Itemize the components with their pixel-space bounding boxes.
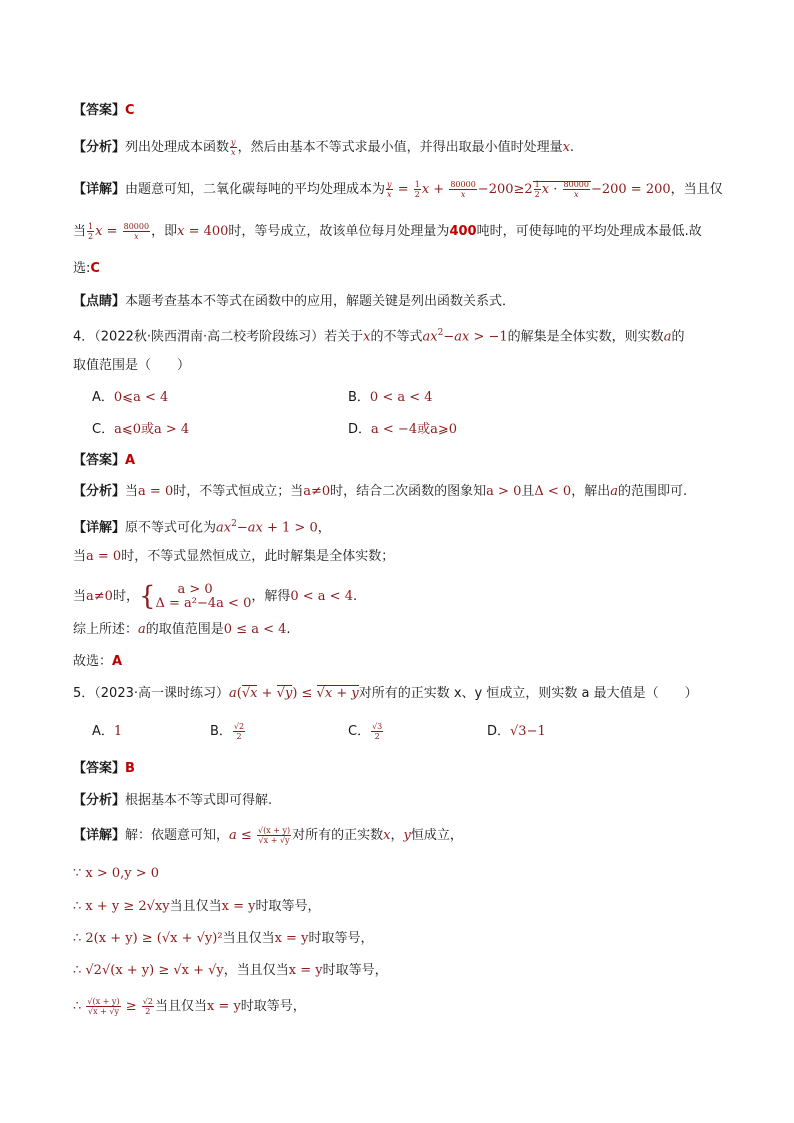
option-label: D．: [487, 724, 511, 739]
q4-detail-text: ，: [317, 520, 331, 536]
q4-stem-text-3: 的解集是全体实数，则实数: [507, 329, 664, 345]
detail-label: 【详解】: [73, 182, 126, 197]
q5-analysis: 根据基本不等式即可得解.: [125, 793, 273, 808]
q5-detail-var: x: [383, 828, 391, 843]
q5-answer: B: [125, 761, 135, 776]
q4-analysis-text: ，解出: [571, 484, 611, 499]
q4-summary-math: 0 ≤ a < 4: [223, 622, 287, 637]
q4-choose-answer: A: [112, 654, 123, 669]
analysis-label: 【分析】: [73, 793, 126, 808]
q5-detail-text: 时取等号，: [255, 899, 321, 914]
q4-option-d: [348, 420, 457, 440]
detail-label: 【详解】: [73, 828, 126, 843]
sqrt-expression: $\frac{1}{2}$ x · $\frac{80000}{x}$: [534, 180, 589, 199]
option-label: C．: [348, 724, 371, 739]
q5-detail-math: x = y: [288, 963, 323, 978]
option-label: B．: [348, 390, 370, 405]
inequality-system: [156, 583, 252, 611]
q5-detail-line-1: 【详解】解：依题意可知，a ≤ $\frac{√(x + y)}{√x + √y}$ 对所有的正实数x，y恒成立，: [73, 826, 463, 845]
q4-detail-text: 原不等式可化为: [125, 520, 217, 536]
q5-detail-line-3: [73, 897, 321, 917]
q4-answer: A: [125, 453, 136, 468]
option-value: a < −4或a⩾0: [371, 422, 458, 437]
analysis-label: 【分析】: [73, 140, 126, 155]
q5-detail-text: 时取等号，: [240, 999, 306, 1014]
q4-option-b: [348, 388, 433, 408]
q5-detail-line-6: ∴ $\frac{√(x + y)}{√x + √y}$ ≥ $\frac{√2}{2}$ 当且仅当x = y时取等号，: [73, 997, 306, 1016]
q4-stem-text-4: 的: [671, 329, 685, 345]
fraction-y-over-x: $\frac{y}{x}$: [387, 180, 392, 199]
q4-detail-text: .: [352, 589, 358, 604]
q4-detail-line-1: 【详解】原不等式可化为$ax^2-ax + 1 > 0$，: [73, 519, 331, 536]
q3-analysis-end: .: [569, 140, 575, 155]
q3-detail-text-4: 吨时，可使每吨的平均处理成本最低.故: [476, 224, 702, 239]
q3-detail-line-3: [73, 259, 100, 279]
q5-detail-text: ，当且仅当: [223, 963, 289, 978]
q4-number: 4．: [73, 329, 95, 345]
answer-label: 【答案】: [73, 103, 126, 118]
q4-choose-text: 故选：: [73, 654, 113, 669]
brace-icon: {: [138, 581, 156, 612]
q4-detail-text: 时，不等式显然恒成立，此时解集是全体实数；: [121, 549, 395, 564]
q4-stem-text-2: 的不等式: [370, 329, 423, 345]
q4-summary-var: a: [138, 622, 146, 637]
q5-option-b: [210, 722, 246, 742]
q4-answer-line: [73, 451, 135, 471]
q3-analysis-line: [73, 138, 574, 158]
q5-detail-math: ∴ x + y ≥ 2√xy: [73, 899, 170, 914]
q5-detail-line-2: [73, 864, 159, 884]
q5-detail-math: x = y: [206, 999, 241, 1014]
q3-detail-line-2: 当 $\frac{1}{2}$ x = $\frac{80000}{x}$ ，即x = 400时，等号成立，故该单位每月处理量为400吨时，可使每吨的平均处理成本最低.故: [73, 222, 702, 241]
option-label: A．: [92, 724, 114, 739]
q3-detail-choice: C: [90, 261, 100, 276]
q3-detail-value: = 400: [184, 224, 229, 239]
q3-detail-math-1: −200≥2: [477, 182, 533, 197]
q5-detail-text: 当且仅当: [154, 999, 207, 1014]
option-value: 0⩽a < 4: [113, 390, 169, 405]
q4-analysis-var: a: [610, 484, 618, 499]
option-label: C．: [92, 422, 115, 437]
q4-detail-math: a≠0: [86, 589, 113, 604]
q3-detail-400: 400: [449, 224, 477, 239]
q3-comment-line: [73, 292, 515, 312]
system-line-1: a > 0: [177, 581, 213, 597]
fraction-80000-over-x: $\frac{80000}{x}$: [123, 222, 150, 241]
q5-detail-math: x = y: [274, 931, 309, 946]
q4-analysis-text: 的范围即可.: [617, 484, 688, 499]
q3-detail-var: x: [177, 224, 185, 239]
q4-stem-line-2: [73, 356, 190, 376]
q4-analysis-line: [73, 482, 687, 502]
option-value: a⩽0或a > 4: [114, 422, 190, 437]
q4-analysis-text: 当: [125, 484, 139, 499]
q5-answer-line: [73, 759, 135, 779]
q4-detail-line-2: [73, 547, 394, 567]
q3-detail-text: 当: [73, 224, 87, 239]
q3-detail-text-2: ，当且仅: [670, 182, 723, 197]
fraction-sqrt2-over-2: $\frac{√2}{2}$: [142, 997, 153, 1016]
comment-label: 【点睛】: [73, 294, 126, 309]
q5-detail-text: 当且仅当: [222, 931, 275, 946]
q5-stem-text: 对所有的正实数 x、y 恒成立，则实数 a 最大值是（ ）: [358, 686, 698, 701]
q4-detail-math: a = 0: [86, 549, 122, 564]
option-value: 1: [113, 724, 123, 739]
q4-stem-line-1: 4．（2022秋·陕西渭南·高二校考阶段练习）若关于x的不等式$ax^2-ax > -1$的解集是全体实数，则实数a的: [73, 328, 685, 345]
detail-label: 【详解】: [73, 520, 126, 536]
fraction-80000-over-x: $\frac{80000}{x}$: [450, 180, 476, 199]
q5-source: （2023·高一课时练习）: [94, 686, 229, 701]
q4-source: （2022秋·陕西渭南·高二校考阶段练习）: [94, 329, 325, 345]
fraction-y-over-x: $\frac{y}{x}$: [231, 138, 236, 157]
q4-summary-text: 综上所述：: [73, 622, 139, 637]
answer-label: 【答案】: [73, 761, 126, 776]
q3-detail-text-3: 时，等号成立，故该单位每月处理量为: [228, 224, 450, 239]
q3-answer-line: [73, 101, 135, 121]
q4-choose-line: [73, 652, 122, 672]
option-value: 0 < a < 4: [369, 390, 433, 405]
q3-comment: 本题考查基本不等式在函数中的应用，解题关键是列出函数关系式．: [125, 294, 516, 309]
q3-analysis-text: 列出处理成本函数: [125, 140, 230, 155]
q4-detail-text: 当: [73, 549, 87, 564]
q5-number: 5．: [73, 686, 95, 701]
option-label: A．: [92, 390, 114, 405]
q4-summary-text: 的取值范围是: [145, 622, 224, 637]
fraction-sqrt-ratio: $\frac{√(x + y)}{√x + √y}$: [257, 826, 291, 845]
q4-analysis-text: 且: [521, 484, 535, 499]
q4-analysis-math: a > 0: [486, 484, 522, 499]
q5-detail-line-4: [73, 929, 373, 949]
fraction-sqrt3-over-2: $\frac{√3}{2}$: [372, 722, 383, 741]
q4-detail-text: 时，: [112, 589, 139, 604]
q4-detail-text: ，解得: [251, 589, 291, 604]
q3-analysis-var: x: [562, 140, 570, 155]
analysis-label: 【分析】: [73, 484, 126, 499]
q4-option-a: [92, 388, 168, 408]
system-line-2: Δ = a²−4a < 0: [155, 595, 252, 611]
q3-detail-math-2: −200 = 200: [590, 182, 671, 197]
q3-detail-line-1: 【详解】由题意可知，二氧化碳每吨的平均处理成本为 $\frac{y}{x}$ = $\frac{1}{2}$ x + $\frac{80000}{x}$ −200≥2 $\frac{1}{2}$ x · $\frac{80000}{x}$ −200 = 200，当且仅: [73, 180, 723, 199]
q4-analysis-math: Δ < 0: [534, 484, 572, 499]
option-label: D．: [348, 422, 372, 437]
option-label: B．: [210, 724, 232, 739]
q5-analysis-line: [73, 791, 272, 811]
q5-detail-text: 时取等号，: [322, 963, 388, 978]
q3-detail-text-2: ，即: [151, 224, 178, 239]
q5-detail-var: y: [403, 828, 411, 843]
q5-detail-text: ，: [390, 828, 404, 843]
q4-analysis-text: 时，结合二次函数的图象知: [330, 484, 487, 499]
answer-label: 【答案】: [73, 453, 126, 468]
q4-detail-math: 0 < a < 4: [290, 589, 353, 604]
fraction-sqrt-ratio: $\frac{√(x + y)}{√x + √y}$: [87, 997, 120, 1016]
q3-answer: C: [125, 103, 135, 118]
q4-option-c: [92, 420, 189, 440]
q5-option-c: [348, 722, 384, 742]
q5-detail-math: ∵ x > 0,y > 0: [73, 866, 160, 881]
fraction-half: $\frac{1}{2}$: [88, 222, 94, 241]
fraction-half: $\frac{1}{2}$: [414, 180, 420, 199]
q3-detail-text: 由题意可知，二氧化碳每吨的平均处理成本为: [125, 182, 386, 197]
q5-detail-math: x = y: [221, 899, 256, 914]
q5-option-d: [487, 722, 546, 742]
q5-detail-line-5: [73, 961, 388, 981]
q5-detail-text: 恒成立，: [410, 828, 463, 843]
q4-stem-text-5: 取值范围是（ ）: [73, 358, 191, 373]
q4-summary-line: [73, 620, 291, 640]
q5-option-a: [92, 722, 122, 742]
q4-analysis-math: a = 0: [138, 484, 174, 499]
q4-analysis-math: a≠0: [303, 484, 331, 499]
q5-detail-text: 时取等号，: [308, 931, 374, 946]
q5-detail-math: ∴ √2√(x + y) ≥ √x + √y: [73, 963, 224, 978]
q5-stem-line: 5．（2023·高一课时练习）a(√x + √y) ≤ √x + y对所有的正实数 x、y 恒成立，则实数 a 最大值是（ ）: [73, 686, 698, 701]
fraction-sqrt2-over-2: $\frac{√2}{2}$: [233, 722, 245, 741]
q4-detail-text: 当: [73, 589, 87, 604]
q3-analysis-text-2: ，然后由基本不等式求最小值，并得出取最小值时处理量: [237, 140, 563, 155]
q4-stem-text: 若关于: [324, 329, 364, 345]
q5-detail-text: 对所有的正实数: [292, 828, 384, 843]
q4-summary-text: .: [286, 622, 291, 637]
q3-detail-text: 选:: [73, 261, 91, 276]
q5-detail-text: 解：依题意可知，: [125, 828, 230, 843]
q4-detail-line-3: [73, 582, 357, 612]
q4-analysis-text: 时，不等式恒成立；当: [173, 484, 304, 499]
option-value: √3−1: [510, 724, 546, 739]
q5-detail-text: 当且仅当: [169, 899, 222, 914]
q5-detail-math: ∴ 2(x + y) ≥ (√x + √y)²: [73, 931, 223, 946]
